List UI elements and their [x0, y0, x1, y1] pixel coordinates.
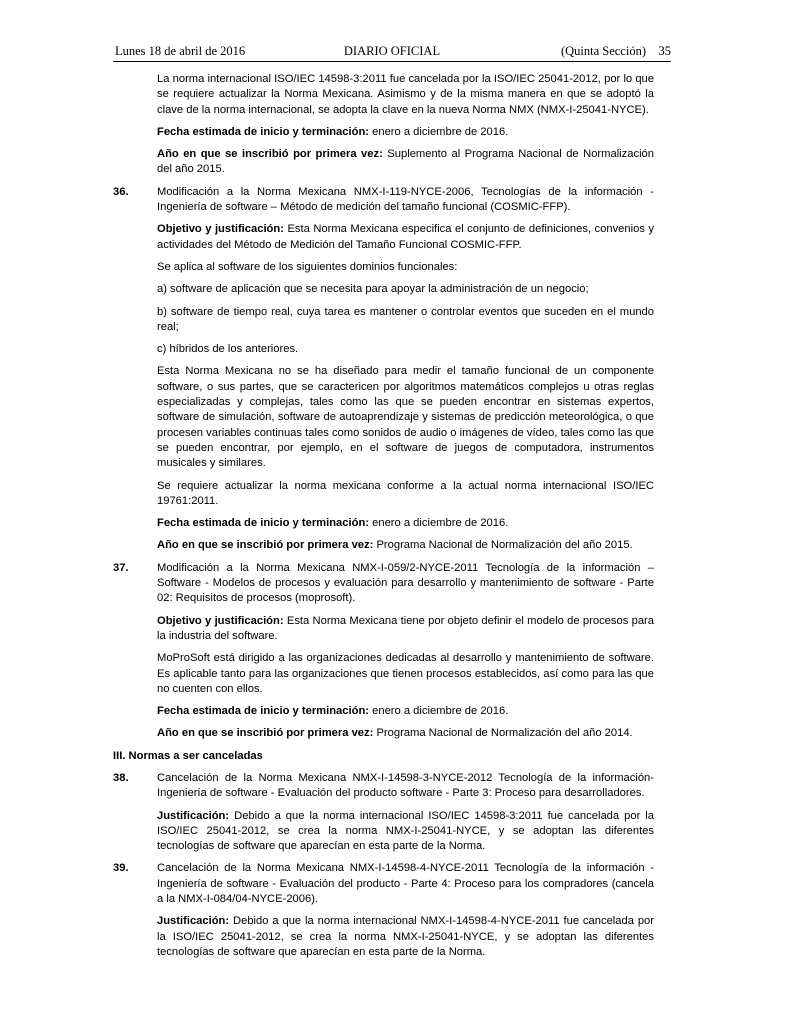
header-section: (Quinta Sección) — [560, 44, 646, 58]
label-anio: Año en que se inscribió por primera vez: — [157, 148, 383, 161]
paragraph-anio — [157, 147, 654, 178]
list-item: a) software de aplicación que se necesita para apoyar la administración de un negocio; — [157, 283, 589, 296]
value-fecha: enero a diciembre de 2016. — [372, 705, 509, 718]
item-title: Cancelación de la Norma Mexicana NMX-I-14598-3-NYCE-2012 Tecnología de la información- Ingeniería de software - Evaluación del producto software - Parte 3: Proceso para desarrolladores. — [157, 771, 654, 800]
label-anio: Año en que se inscribió por primera vez: — [157, 727, 374, 740]
item-number: 39. — [113, 862, 129, 875]
document-body — [113, 72, 654, 967]
item-number: 38. — [113, 771, 129, 784]
label-fecha: Fecha estimada de inicio y terminación: — [157, 517, 370, 530]
header-section-page — [561, 44, 671, 59]
paragraph-objetivo — [157, 222, 654, 253]
paragraph: La norma internacional ISO/IEC 14598-3:2011 fue cancelada por la ISO/IEC 25041-2012, por lo que se requiere actualizar la Norma Mexicana. Asimismo y de la misma manera en que se adoptó la clave de la norma internacional, se adopta la clave en la nueva Norma NMX (NMX-I-25041-NYCE). — [157, 73, 654, 116]
item-39 — [113, 861, 654, 907]
label-fecha: Fecha estimada de inicio y terminación: — [157, 125, 370, 138]
value-anio: Programa Nacional de Normalización del año 2015. — [376, 539, 633, 552]
value-justificacion: Debido a que la norma internacional ISO/IEC 14598-3:2011 fue cancelada por la ISO/IEC 25041-2012, se crea la norma NMX-I-25041-NYCE, y se adoptan las diferentes tecnologías de software que aparecían en esta parte de la Norma. — [157, 809, 654, 853]
label-justificacion: Justificación: — [157, 809, 230, 822]
page-header — [113, 44, 671, 62]
paragraph-fecha — [157, 704, 654, 719]
list-item: c) híbridos de los anteriores. — [157, 343, 299, 356]
label-objetivo: Objetivo y justificación: — [157, 614, 284, 627]
item-number: 37. — [113, 561, 129, 574]
header-date: Lunes 18 de abril de 2016 — [115, 44, 246, 58]
value-objetivo: Esta Norma Mexicana tiene por objeto definir el modelo de procesos para la industria del software. — [157, 614, 654, 642]
paragraph: Se requiere actualizar la norma mexicana conforme a la actual norma internacional ISO/IEC 19761:2011. — [157, 479, 654, 507]
paragraph-anio — [157, 538, 654, 553]
header-rule — [113, 61, 671, 62]
paragraph-justificacion — [157, 809, 654, 855]
item-38 — [113, 771, 654, 802]
header-page-number: 35 — [658, 44, 671, 58]
label-anio: Año en que se inscribió por primera vez: — [157, 539, 374, 552]
header-title: DIARIO OFICIAL — [343, 44, 441, 58]
paragraph: Se aplica al software de los siguientes dominios funcionales: — [157, 260, 458, 273]
item-36 — [113, 185, 654, 216]
item-number: 36. — [113, 185, 129, 198]
value-anio: Programa Nacional de Normalización del año 2014. — [376, 727, 633, 740]
paragraph-fecha — [157, 125, 654, 140]
list-item: b) software de tiempo real, cuya tarea es mantener o controlar eventos que suceden en el mundo real; — [157, 305, 654, 333]
value-anio: Suplemento al Programa Nacional de Normalización del año 2015. — [157, 148, 654, 176]
label-fecha: Fecha estimada de inicio y terminación: — [157, 705, 370, 718]
label-justificacion: Justificación: — [157, 915, 230, 928]
value-fecha: enero a diciembre de 2016. — [372, 125, 509, 138]
item-title: Modificación a la Norma Mexicana NMX-I-059/2-NYCE-2011 Tecnología de la información –Software - Modelos de procesos y evaluación para desarrollo y mantenimiento de software - Parte 02: Requisitos de procesos (moprosoft). — [157, 561, 654, 605]
paragraph-justificacion — [157, 914, 654, 960]
item-title: Cancelación de la Norma Mexicana NMX-I-14598-4-NYCE-2011 Tecnología de la información - Ingeniería de software - Evaluación del producto - Parte 4: Proceso para los compradores (cancela a la NMX-I-084/04-NYCE-2006). — [157, 862, 654, 906]
paragraph-fecha — [157, 516, 654, 531]
paragraph-objetivo — [157, 614, 654, 645]
paragraph: Esta Norma Mexicana no se ha diseñado para medir el tamaño funcional de un componente software, o sus partes, que se caractericen por algoritmos matemáticos complejos u otras reglas especializadas y complejas, tales como las que se pueden encontrar en sistemas expertos, software de simulación, software de autoaprendizaje y sistemas de predicción meteorológica, o que procesen variables continuas tales como sonidos de audio o imágenes de vídeo, tales como las que se pueden encontrar, por ejemplo, en el software de juegos de computadora, instrumentos musicales y similares. — [157, 365, 654, 470]
item-title: Modificación a la Norma Mexicana NMX-I-119-NYCE-2006, Tecnologías de la información - Ingeniería de software – Método de medición del tamaño funcional (COSMIC-FFP). — [157, 185, 654, 214]
item-37 — [113, 561, 654, 607]
value-objetivo: Esta Norma Mexicana especifica el conjunto de definiciones, convenios y actividades del Método de Medición del Tamaño Funcional COSMIC-FFP. — [157, 223, 655, 251]
value-fecha: enero a diciembre de 2016. — [372, 517, 509, 530]
section-heading: III. Normas a ser canceladas — [113, 749, 263, 762]
label-objetivo: Objetivo y justificación: — [157, 223, 284, 236]
paragraph-anio — [157, 726, 654, 741]
value-justificacion: Debido a que la norma internacional NMX-I-14598-4-NYCE-2011 fue cancelada por la ISO/IEC 25041-2012, se crea la norma NMX-I-25041-NYCE, y se adoptan las diferentes tecnologías de software que aparecían en esta parte de la Norma. — [157, 915, 654, 958]
paragraph: MoProSoft está dirigido a las organizaciones dedicadas al desarrollo y mantenimiento de software. Es aplicable tanto para las organizaciones que tienen procesos establecidos, así como para las que no cuenten con ellos. — [157, 652, 654, 695]
